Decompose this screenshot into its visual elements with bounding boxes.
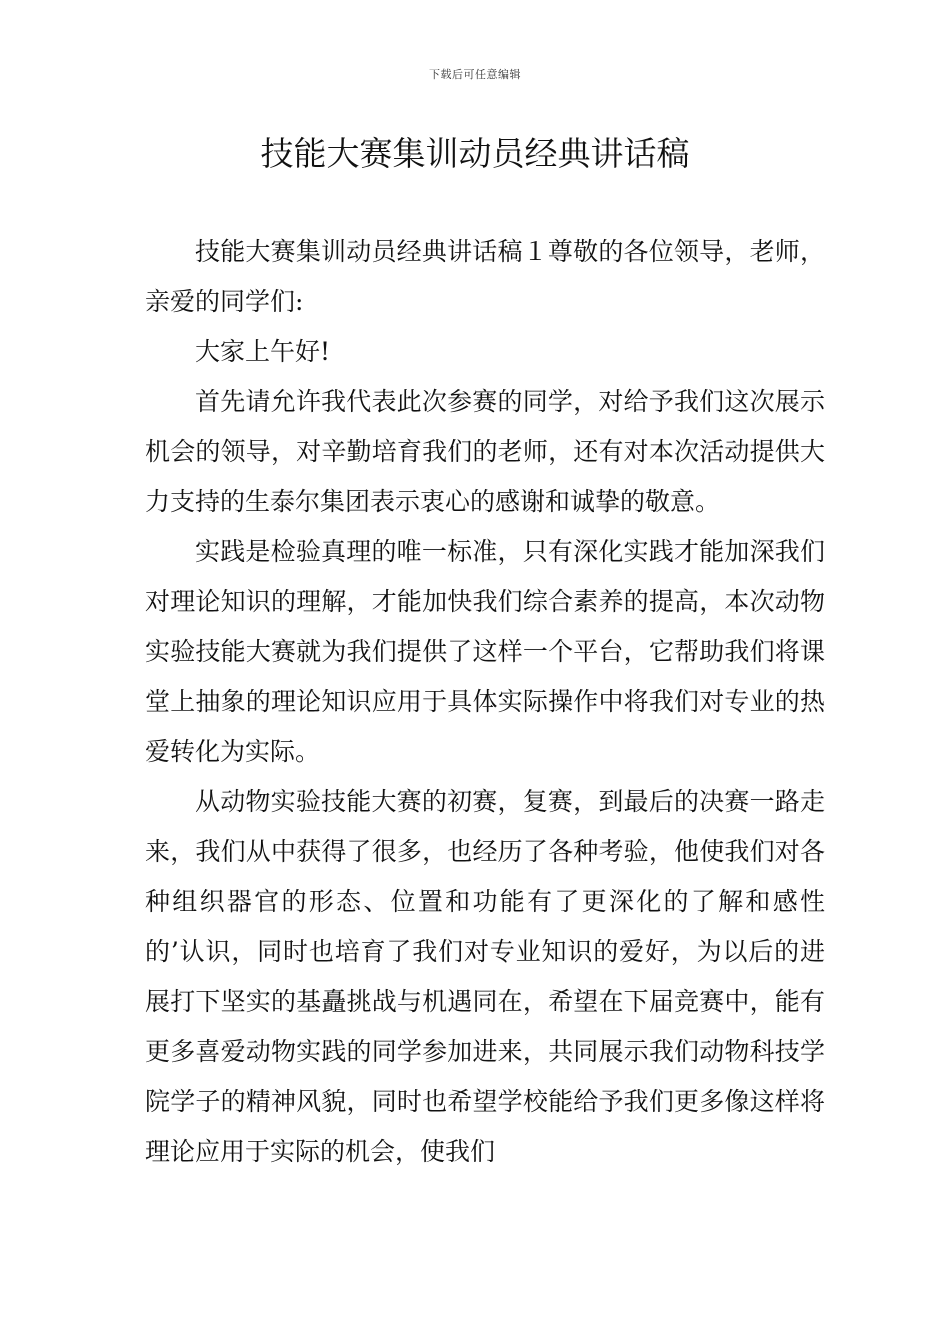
- paragraph-4: 实践是检验真理的唯一标准，只有深化实践才能加深我们对理论知识的理解，才能加快我们综合素养的提高，本次动物实验技能大赛就为我们提供了这样一个平台，它帮助我们将课堂上抽象的理论知识应用于具体实际操作中将我们对专业的热爱转化为实际。: [145, 537, 825, 766]
- paragraph-5: 从动物实验技能大赛的初赛，复赛，到最后的决赛一路走来，我们从中获得了很多，也经历了各种考验，他使我们对各种组织器官的形态、位置和功能有了更深化的了解和感性的’认识，同时也培育了我们对专业知识的爱好，为以后的进展打下坚实的基矗挑战与机遇同在，希望在下届竞赛中，能有更多喜爱动物实践的同学参加进来，共同展示我们动物科技学院学子的精神风貌，同时也希望学校能给予我们更多像这样将理论应用于实际的机会，使我们: [145, 787, 825, 1166]
- paragraph-2: 大家上午好!: [195, 337, 331, 366]
- header-note: 下载后可任意编辑: [429, 68, 521, 81]
- document-title: 技能大赛集训动员经典讲话稿: [260, 134, 690, 173]
- paragraph-1: 技能大赛集训动员经典讲话稿１尊敬的各位领导，老师，亲爱的同学们:: [145, 237, 825, 316]
- document-body: [145, 227, 825, 1177]
- paragraph-3: 首先请允许我代表此次参赛的同学，对给予我们这次展示机会的领导，对辛勤培育我们的老师，还有对本次活动提供大力支持的生泰尔集团表示衷心的感谢和诚挚的敬意。: [145, 387, 825, 516]
